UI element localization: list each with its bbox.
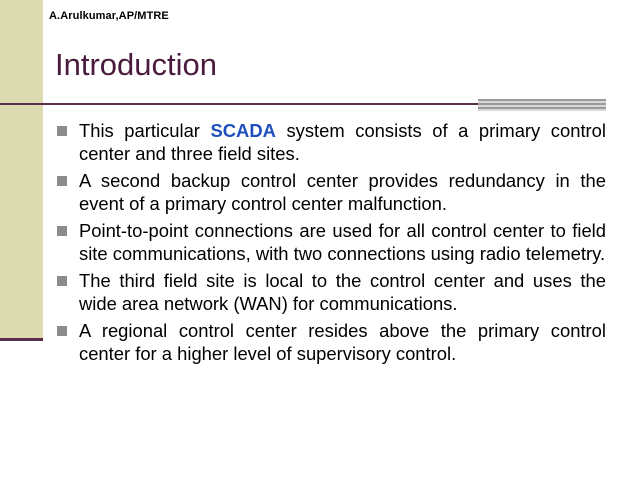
- side-decor-line: [0, 338, 43, 341]
- side-decor-band: [0, 0, 43, 340]
- bullet-text: A second backup control center provides redundancy in the event of a primary control center malfunction.: [79, 170, 606, 214]
- slide-title: Introduction: [55, 47, 217, 82]
- square-bullet-icon: [57, 326, 67, 336]
- bullet-item: [56, 269, 606, 315]
- author-label: A.Arulkumar,AP/MTRE: [49, 10, 169, 22]
- divider-stripes: [478, 99, 606, 111]
- square-bullet-icon: [57, 176, 67, 186]
- bullet-list: [56, 119, 606, 369]
- bullet-text: A regional control center resides above the primary control center for a higher level of supervisory control.: [79, 320, 606, 364]
- bullet-item: [56, 219, 606, 265]
- bullet-item: [56, 319, 606, 365]
- bullet-text-after: system consists of a primary control center and three field sites.: [79, 120, 606, 164]
- bullet-item: [56, 119, 606, 165]
- title-divider: [0, 103, 478, 105]
- square-bullet-icon: [57, 126, 67, 136]
- bullet-text: The third field site is local to the control center and uses the wide area network (WAN) for communications.: [79, 270, 606, 314]
- bullet-text-before: This particular: [79, 120, 211, 141]
- square-bullet-icon: [57, 276, 67, 286]
- square-bullet-icon: [57, 226, 67, 236]
- bullet-text: Point-to-point connections are used for all control center to field site communications, with two connections using radio telemetry.: [79, 220, 606, 264]
- bullet-item: [56, 169, 606, 215]
- scada-highlight: SCADA: [210, 120, 276, 141]
